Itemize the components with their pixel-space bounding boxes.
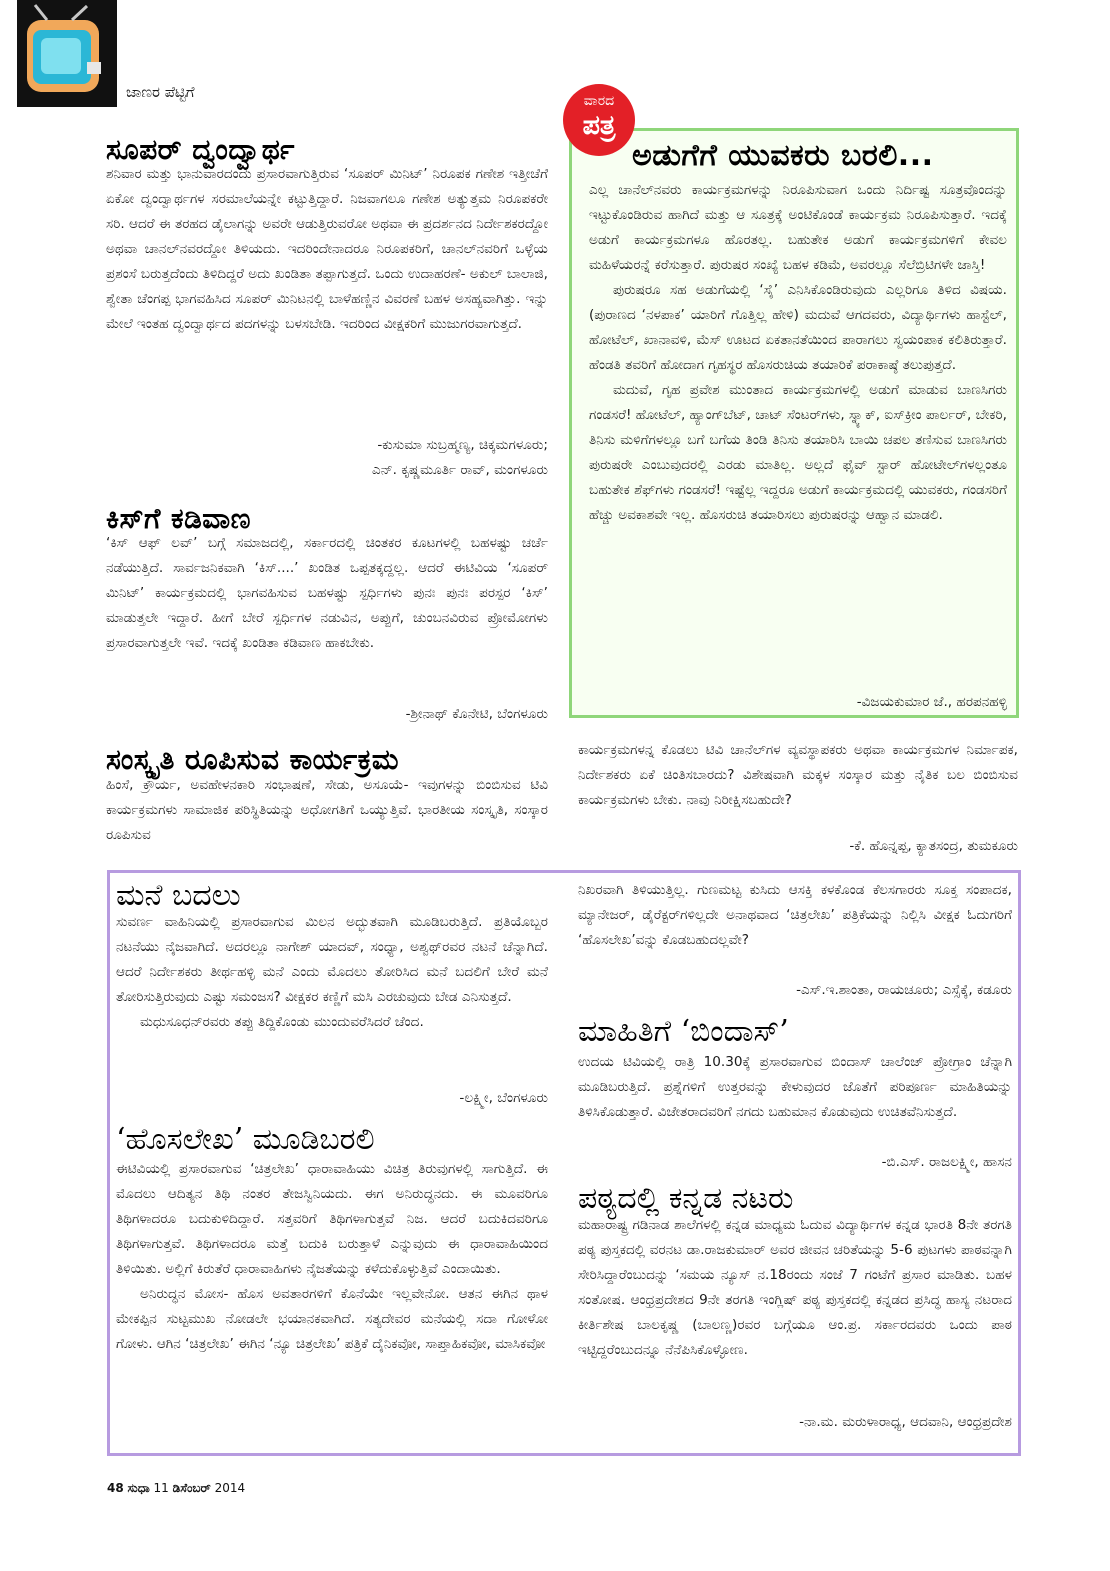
article-text: ನಿಖರವಾಗಿ ತಿಳಿಯುತ್ತಿಲ್ಲ. ಗುಣಮಟ್ಟ ಕುಸಿದು ಆಸಕ್ತಿ ಕಳಕೊಂಡ ಕೆಲಸಗಾರರು ಸೂಕ್ತ ಸಂಪಾದಕ, ಮ್ಯಾನೇಜರ್, ಡೈರೆಕ್ಟರ್‌ಗಳಿಲ್ಲದೇ ಅನಾಥವಾದ ‘ಚಿತ್ರಲೇಖ’ ಪತ್ರಿಕೆಯನ್ನು ನಿಲ್ಲಿಸಿ ವೀಕ್ಷಕ ಓದುಗರಿಗೆ ‘ಹೊಸಲೇಖ’ವನ್ನು ಕೊಡಬಹುದಲ್ಲವೇ? xyxy=(578,882,1012,948)
article-title: ಮಾಹಿತಿಗೆ ‘ಬಿಂದಾಸ್’ xyxy=(578,1014,789,1049)
article-continuation xyxy=(578,878,1012,953)
featured-paragraph: ಪುರುಷರೂ ಸಹ ಅಡುಗೆಯಲ್ಲಿ ‘ಸೈ’ ಎನಿಸಿಕೊಂಡಿರುವುದು ಎಲ್ಲರಿಗೂ ತಿಳಿದ ವಿಷಯ. (ಪುರಾಣದ ‘ನಳಪಾಕ’ ಯಾರಿಗೆ ಗೊತ್ತಿಲ್ಲ ಹೇಳಿ) ಮದುವೆ ಆಗದವರು, ವಿದ್ಯಾರ್ಥಿಗಳು ಹಾಸ್ಟೆಲ್, ಹೋಟೆಲ್, ಖಾನಾವಳಿ, ಮೆಸ್ ಊಟದ ಏಕತಾನತೆಯಿಂದ ಪಾರಾಗಲು ಸ್ವಯಂಪಾಕ ಕಲಿತಿರುತ್ತಾರೆ. ಹೆಂಡತಿ ತವರಿಗೆ ಹೋದಾಗ ಗೃಹಸ್ಥರ ಹೊಸರುಚಿಯ ತಯಾರಿಕೆ ಪರಾಕಾಷ್ಠೆ ತಲುಪುತ್ತದೆ. xyxy=(589,282,1007,373)
article-text: ಉದಯ ಟಿವಿಯಲ್ಲಿ ರಾತ್ರಿ 10.30ಕ್ಕೆ ಪ್ರಸಾರವಾಗುವ ಬಿಂದಾಸ್ ಚಾಲೆಂಜ್ ಪ್ರೋಗ್ರಾಂ ಚೆನ್ನಾಗಿ ಮೂಡಿಬರುತ್ತಿದೆ. ಪ್ರಶ್ನೆಗಳಿಗೆ ಉತ್ತರವನ್ನು ಕೇಳುವುದರ ಜೊತೆಗೆ ಪರಿಪೂರ್ಣ ಮಾಹಿತಿಯನ್ನು ತಿಳಿಸಿಕೊಡುತ್ತಾರೆ. ವಿಜೇತರಾದವರಿಗೆ ನಗದು ಬಹುಮಾನ ಕೊಡುವುದು ಉಚಿತವೆನಿಸುತ್ತದೆ. xyxy=(578,1054,1012,1120)
article-body xyxy=(116,910,548,1035)
article-title: ಸೂಪರ್ ದ್ವಂದ್ವಾರ್ಥ xyxy=(106,133,295,166)
article-text: ಈಟಿವಿಯಲ್ಲಿ ಪ್ರಸಾರವಾಗುವ ‘ಚಿತ್ರಲೇಖ’ ಧಾರಾವಾಹಿಯು ವಿಚಿತ್ರ ತಿರುವುಗಳಲ್ಲಿ ಸಾಗುತ್ತಿದೆ. ಈ ಮೊದಲು ಆದಿತ್ಯನ ತಿಥಿ ನಂತರ ತೇಜಸ್ವಿನಿಯದು. ಈಗ ಅನಿರುದ್ಧನದು. ಈ ಮೂವರಿಗೂ ತಿಥಿಗಳಾದರೂ ಬದುಕುಳಿದಿದ್ದಾರೆ. ಸತ್ತವರಿಗೆ ತಿಥಿಗಳಾಗುತ್ತವೆ ನಿಜ. ಆದರೆ ಬದುಕಿದವರಿಗೂ ತಿಥಿಗಳಾಗುತ್ತವೆ. ತಿಥಿಗಳಾದರೂ ಮತ್ತೆ ಬದುಕಿ ಬರುತ್ತಾಳೆ ಎನ್ನುವುದು ಈ ಧಾರಾವಾಹಿಯಿಂದ ತಿಳಿಯಿತು. ಅಲ್ಲಿಗೆ ಕಿರುತೆರೆ ಧಾರಾವಾಹಿಗಳು ನೈಜತೆಯನ್ನು ಕಳೆದುಕೊಳ್ಳುತ್ತಿವೆ ಎಂದಾಯಿತು. xyxy=(116,1161,548,1277)
article-title: ಪಠ್ಯದಲ್ಲಿ ಕನ್ನಡ ನಟರು xyxy=(578,1181,794,1216)
article-text: ಕಾರ್ಯಕ್ರಮಗಳನ್ನ ಕೊಡಲು ಟಿವಿ ಚಾನೆಲ್‌ಗಳ ವ್ಯವಸ್ಥಾಪಕರು ಅಥವಾ ಕಾರ್ಯಕ್ರಮಗಳ ನಿರ್ಮಾಪಕ, ನಿರ್ದೇಶಕರು ಏಕೆ ಚಿಂತಿಸಬಾರದು? ವಿಶೇಷವಾಗಿ ಮಕ್ಕಳ ಸಂಸ್ಕಾರ ಮತ್ತು ನೈತಿಕ ಬಲ ಬಿಂಬಿಸುವ ಕಾರ್ಯಕ್ರಮಗಳು ಬೇಕು. ನಾವು ನಿರೀಕ್ಷಿಸಬಹುದೇ? xyxy=(578,742,1018,808)
article-signature: -ಬಿ.ಎಸ್. ರಾಜಲಕ್ಷ್ಮೀ, ಹಾಸನ xyxy=(881,1154,1012,1170)
article-body xyxy=(116,1157,548,1357)
article-body xyxy=(106,531,548,656)
article-signature: -ನಾ.ಮ. ಮರುಳಾರಾಧ್ಯ, ಆದವಾನಿ, ಆಂಧ್ರಪ್ರದೇಶ xyxy=(799,1414,1012,1430)
article-text: ಮಹಾರಾಷ್ಟ್ರ ಗಡಿನಾಡ ಶಾಲೆಗಳಲ್ಲಿ ಕನ್ನಡ ಮಾಧ್ಯಮ ಓದುವ ವಿದ್ಯಾರ್ಥಿಗಳ ಕನ್ನಡ ಭಾರತಿ 8ನೇ ತರಗತಿ ಪಠ್ಯ ಪುಸ್ತಕದಲ್ಲಿ ವರನಟ ಡಾ.ರಾಜಕುಮಾರ್ ಅವರ ಜೀವನ ಚರಿತೆಯನ್ನು 5-6 ಪುಟಗಳು ಪಾಠವನ್ನಾಗಿ ಸೇರಿಸಿದ್ದಾರೆಂಬುದನ್ನು ‘ಸಮಯ ನ್ಯೂಸ್ ನ.18ರಂದು ಸಂಜೆ 7 ಗಂಟೆಗೆ ಪ್ರಸಾರ ಮಾಡಿತು. ಬಹಳ ಸಂತೋಷ. ಆಂಧ್ರಪ್ರದೇಶದ 9ನೇ ತರಗತಿ ಇಂಗ್ಲಿಷ್ ಪಠ್ಯ ಪುಸ್ತಕದಲ್ಲಿ ಕನ್ನಡದ ಪ್ರಸಿದ್ಧ ಹಾಸ್ಯ ನಟರಾದ ಕೀರ್ತಿಶೇಷ ಬಾಲಕೃಷ್ಣ (ಬಾಲಣ್ಣ)ರವರ ಬಗ್ಗೆಯೂ ಆಂ.ಪ್ರ. ಸರ್ಕಾರದವರು ಒಂದು ಪಾಠ ಇಟ್ಟಿದ್ದರೆಂಬುದನ್ನೂ ನೆನೆಪಿಸಿಕೊಳ್ಳೋಣ. xyxy=(578,1217,1012,1358)
tv-icon xyxy=(17,0,117,107)
article-signature xyxy=(106,433,548,483)
featured-title: ಅಡುಗೆಗೆ ಯುವಕರು ಬರಲಿ... xyxy=(632,138,934,173)
article-title: ಮನೆ ಬದಲು xyxy=(116,878,241,913)
article-title: ‘ಹೊಸಲೇಖ’ ಮೂಡಿಬರಲಿ xyxy=(116,1122,375,1157)
signature-line: -ಕುಸುಮಾ ಸುಬ್ರಹ್ಮಣ್ಯ, ಚಿಕ್ಕಮಗಳೂರು; xyxy=(377,437,548,453)
signature-line: ಎನ್. ಕೃಷ್ಣಮೂರ್ತಿ ರಾವ್, ಮಂಗಳೂರು xyxy=(371,462,548,478)
article-text: ಮಧುಸೂಧನ್‌ರವರು ತಪ್ಪು ತಿದ್ದಿಕೊಂಡು ಮುಂದುವರೆಸಿದರೆ ಚೆಂದ. xyxy=(140,1014,424,1030)
featured-paragraph: ಮದುವೆ, ಗೃಹ ಪ್ರವೇಶ ಮುಂತಾದ ಕಾರ್ಯಕ್ರಮಗಳಲ್ಲಿ ಅಡುಗೆ ಮಾಡುವ ಬಾಣಸಿಗರು ಗಂಡಸರೆ! ಹೋಟೆಲ್, ಹ್ಯಾಂಗ್‌ಬೆಟ್, ಚಾಟ್ ಸೆಂಟರ್‌ಗಳು, ಸ್ನ್ಯಾಕ್, ಐಸ್‌ಕ್ರೀಂ ಪಾರ್ಲರ್, ಬೇಕರಿ, ತಿನಿಸು ಮಳಿಗೆಗಳಲ್ಲೂ ಬಗೆ ಬಗೆಯ ತಿಂಡಿ ತಿನಿಸು ತಯಾರಿಸಿ ಬಾಯಿ ಚಪಲ ತಣಿಸುವ ಬಾಣಸಿಗರು ಪುರುಷರೇ ಎಂಬುವುದರಲ್ಲಿ ಎರಡು ಮಾತಿಲ್ಲ. ಅಲ್ಲದೆ ಫೈವ್ ಸ್ಟಾರ್ ಹೋಟೇಲ್‌ಗಳಲ್ಲಂತೂ ಬಹುತೇಕ ಶೆಫ್‌ಗಳು ಗಂಡಸರೆ! ಇಷ್ಟೆಲ್ಲ ಇದ್ದರೂ ಅಡುಗೆ ಕಾರ್ಯಕ್ರಮದಲ್ಲಿ ಯುವಕರು, ಗಂಡಸರಿಗೆ ಹೆಚ್ಚು ಅವಕಾಶವೇ ಇಲ್ಲ. ಹೊಸರುಚಿ ತಯಾರಿಸಲು ಪುರುಷರನ್ನು ಆಹ್ವಾನ ಮಾಡಲಿ. xyxy=(589,382,1007,523)
article-body xyxy=(578,1050,1012,1125)
issue-year: 2014 xyxy=(214,1481,246,1495)
badge-line2: ಪತ್ರ xyxy=(582,110,616,141)
article-body xyxy=(106,162,548,337)
article-text: ‘ಕಿಸ್ ಆಫ್ ಲವ್’ ಬಗ್ಗೆ ಸಮಾಜದಲ್ಲಿ, ಸರ್ಕಾರದಲ್ಲಿ ಚಿಂತಕರ ಕೂಟಗಳಲ್ಲಿ ಬಹಳಷ್ಟು ಚರ್ಚೆ ನಡೆಯುತ್ತಿದೆ. ಸಾರ್ವಜನಿಕವಾಗಿ ‘ಕಿಸ್....’ ಖಂಡಿತ ಒಪ್ಪತಕ್ಕದ್ದಲ್ಲ. ಆದರೆ ಈಟಿವಿಯ ‘ಸೂಪರ್ ಮಿನಿಟ್’ ಕಾರ್ಯಕ್ರಮದಲ್ಲಿ ಭಾಗವಹಿಸುವ ಬಹಳಷ್ಟು ಸ್ಪರ್ಧಿಗಳು ಪುನಃ ಪುನಃ ಪರಸ್ಪರ ‘ಕಿಸ್’ ಮಾಡುತ್ತಲೇ ಇದ್ದಾರೆ. ಹೀಗೆ ಬೇರೆ ಸ್ಪರ್ಧಿಗಳ ನಡುವಿನ, ಅಪ್ಪುಗೆ, ಚುಂಬನವಿರುವ ಪ್ರೋಮೋಗಳು ಪ್ರಸಾರವಾಗುತ್ತಲೇ ಇವೆ. ಇದಕ್ಕೆ ಖಂಡಿತಾ ಕಡಿವಾಣ ಹಾಕಬೇಕು. xyxy=(106,535,548,651)
article-body xyxy=(106,773,548,848)
article-continuation xyxy=(578,738,1018,813)
article-text: ಹಿಂಸೆ, ಕ್ರೌರ್ಯ, ಅವಹೇಳನಕಾರಿ ಸಂಭಾಷಣೆ, ಸೇಡು, ಅಸೂಯೆ- ಇವುಗಳನ್ನು ಬಿಂಬಿಸುವ ಟಿವಿ ಕಾರ್ಯಕ್ರಮಗಳು ಸಾಮಾಜಿಕ ಪರಿಸ್ಥಿತಿಯನ್ನು ಅಧೋಗತಿಗೆ ಒಯ್ಯುತ್ತಿವೆ. ಭಾರತೀಯ ಸಂಸ್ಕೃತಿ, ಸಂಸ್ಕಾರ ರೂಪಿಸುವ xyxy=(106,777,548,843)
featured-paragraph: ಎಲ್ಲ ಚಾನೆಲ್‌ನವರು ಕಾರ್ಯಕ್ರಮಗಳನ್ನು ನಿರೂಪಿಸುವಾಗ ಒಂದು ನಿರ್ದಿಷ್ಟ ಸೂತ್ರವೊಂದನ್ನು ಇಟ್ಟುಕೊಂಡಿರುವ ಹಾಗಿದೆ ಮತ್ತು ಆ ಸೂತ್ರಕ್ಕೆ ಅಂಟಿಕೊಂಡೆ ಕಾರ್ಯಕ್ರಮ ನಿರೂಪಿಸುತ್ತಾರೆ. ಇದಕ್ಕೆ ಅಡುಗೆ ಕಾರ್ಯಕ್ರಮಗಳೂ ಹೊರತಲ್ಲ. ಬಹುತೇಕ ಅಡುಗೆ ಕಾರ್ಯಕ್ರಮಗಳಿಗೆ ಕೇವಲ ಮಹಿಳೆಯರನ್ನೆ ಕರೆಸುತ್ತಾರೆ. ಪುರುಷರ ಸಂಖ್ಯೆ ಬಹಳ ಕಡಿಮೆ, ಅವರಲ್ಲೂ ಸೆಲೆಬ್ರಿಟಿಗಳೇ ಜಾಸ್ತಿ! xyxy=(589,182,1007,273)
tv-logo xyxy=(17,0,117,107)
issue-day: 11 xyxy=(153,1481,169,1495)
issue-month: ಡಿಸೆಂಬರ್ xyxy=(172,1481,211,1495)
letter-of-week-badge xyxy=(563,84,635,156)
badge-line1: ವಾರದ xyxy=(583,93,615,109)
article-title: ಸಂಸ್ಕೃತಿ ರೂಪಿಸುವ ಕಾರ್ಯಕ್ರಮ xyxy=(106,743,400,776)
article-title: ಕಿಸ್‌ಗೆ ಕಡಿವಾಣ xyxy=(106,502,252,535)
article-body xyxy=(578,1213,1012,1363)
article-signature: -ಶ್ರೀನಾಥ್ ಕೊನೇಟಿ, ಬೆಂಗಳೂರು xyxy=(405,706,548,722)
article-text: ಅನಿರುದ್ಧನ ಮೋಸ- ಹೊಸ ಅವತಾರಗಳಿಗೆ ಕೊನೆಯೇ ಇಲ್ಲವೇನೋ. ಆತನ ಈಗಿನ ಥಾಳ ಮೇಕಪ್ಪಿನ ಸುಟ್ಟಮುಖ ನೋಡಲೇ ಭಯಾನಕವಾಗಿದೆ. ಸತ್ಯದೇವರ ಮನೆಯಲ್ಲಿ ಸದಾ ಗೋಳೋ ಗೋಳು. ಆಗಿನ ‘ಚಿತ್ರಲೇಖ’ ಈಗಿನ ‘ನ್ಯೂ ಚಿತ್ರಲೇಖ’ ಪತ್ರಿಕೆ ದೈನಿಕವೋ, ಸಾಪ್ತಾಹಿಕವೋ, ಮಾಸಿಕವೋ xyxy=(116,1286,548,1352)
article-signature: -ಎಸ್.ಇ.ಶಾಂತಾ, ರಾಯಚೂರು; ಎಸ್ಸೆಕ್ಕೆ, ಕಡೂರು xyxy=(796,982,1012,998)
page-number: 48 xyxy=(107,1481,124,1495)
featured-body xyxy=(589,178,1007,528)
magazine-name: ಸುಧಾ xyxy=(127,1481,150,1495)
article-signature: -ಲಕ್ಷ್ಮೀ, ಬೆಂಗಳೂರು xyxy=(459,1090,548,1106)
article-text: ಸುವರ್ಣ ವಾಹಿನಿಯಲ್ಲಿ ಪ್ರಸಾರವಾಗುವ ಮಿಲನ ಅದ್ಭುತವಾಗಿ ಮೂಡಿಬರುತ್ತಿದೆ. ಪ್ರತಿಯೊಬ್ಬರ ನಟನೆಯು ನೈಜವಾಗಿದೆ. ಅದರಲ್ಲೂ ನಾಗೇಶ್ ಯಾದವ್, ಸಂಧ್ಯಾ, ಅಶ್ವಥ್‌ರವರ ನಟನೆ ಚೆನ್ನಾಗಿದೆ. ಆದರೆ ನಿರ್ದೇಶಕರು ತೀರ್ಥಹಳ್ಳಿ ಮನೆ ಎಂದು ಮೊದಲು ತೋರಿಸಿದ ಮನೆ ಬದಲಿಗೆ ಬೇರೆ ಮನೆ ತೋರಿಸುತ್ತಿರುವುದು ಎಷ್ಟು ಸಮಂಜಸ? ವೀಕ್ಷಕರ ಕಣ್ಣಿಗೆ ಮಸಿ ಎರಚುವುದು ಬೇಡ ಎನಿಸುತ್ತದೆ. xyxy=(116,914,548,1005)
article-text: ಶನಿವಾರ ಮತ್ತು ಭಾನುವಾರದಂದು ಪ್ರಸಾರವಾಗುತ್ತಿರುವ ‘ಸೂಪರ್ ಮಿನಿಟ್’ ನಿರೂಪಕ ಗಣೇಶ ಇತ್ತೀಚೆಗೆ ಏಕೋ ದ್ವಂದ್ವಾರ್ಥಗಳ ಸರಮಾಲೆಯನ್ನೇ ಕಟ್ಟುತ್ತಿದ್ದಾರೆ. ನಿಜವಾಗಲೂ ಗಣೇಶ ಅತ್ಯುತ್ತಮ ನಿರೂಪಕರೇ ಸರಿ. ಆದರೆ ಈ ತರಹದ ಡೈಲಾಗನ್ನು ಅವರೇ ಆಡುತ್ತಿರುವರೋ ಅಥವಾ ಈ ಪ್ರದರ್ಶನದ ನಿರ್ದೇಶಕರದ್ದೋ ಅಥವಾ ಚಾನಲ್‌ನವರದ್ದೋ ತಿಳಿಯದು. ಇದರಿಂದೇನಾದರೂ ನಿರೂಪಕರಿಗೆ, ಚಾನಲ್‌ನವರಿಗೆ ಒಳ್ಳೆಯ ಪ್ರಶಂಸೆ ಬರುತ್ತದೆಂದು ತಿಳಿದಿದ್ದರೆ ಅದು ಖಂಡಿತಾ ತಪ್ಪಾಗುತ್ತದೆ. ಒಂದು ಉದಾಹರಣೆ- ಅಕುಲ್ ಬಾಲಾಜಿ, ಶ್ವೇತಾ ಚೆಂಗಪ್ಪ ಭಾಗವಹಿಸಿದ ಸೂಪರ್ ಮಿನಿಟನಲ್ಲಿ ಬಾಳೆಹಣ್ಣಿನ ವಿವರಣೆ ಬಹಳ ಅಸಹ್ಯವಾಗಿತ್ತು. ಇನ್ನು ಮೇಲೆ ಇಂತಹ ದ್ವಂದ್ವಾರ್ಥದ ಪದಗಳನ್ನು ಬಳಸಬೇಡಿ. ಇದರಿಂದ ವೀಕ್ಷಕರಿಗೆ ಮುಜುಗರವಾಗುತ್ತದೆ. xyxy=(106,166,548,332)
featured-signature: -ವಿಜಯಕುಮಾರ ಜೆ., ಹರಪನಹಳ್ಳಿ xyxy=(856,694,1007,710)
page-footer xyxy=(107,1481,245,1496)
article-signature: -ಕೆ. ಹೊನ್ನಪ್ಪ, ಕ್ಯಾತಸಂದ್ರ, ತುಮಕೂರು xyxy=(849,838,1018,854)
section-label: ಜಾಣರ ಪೆಟ್ಟಿಗೆ xyxy=(126,83,195,101)
